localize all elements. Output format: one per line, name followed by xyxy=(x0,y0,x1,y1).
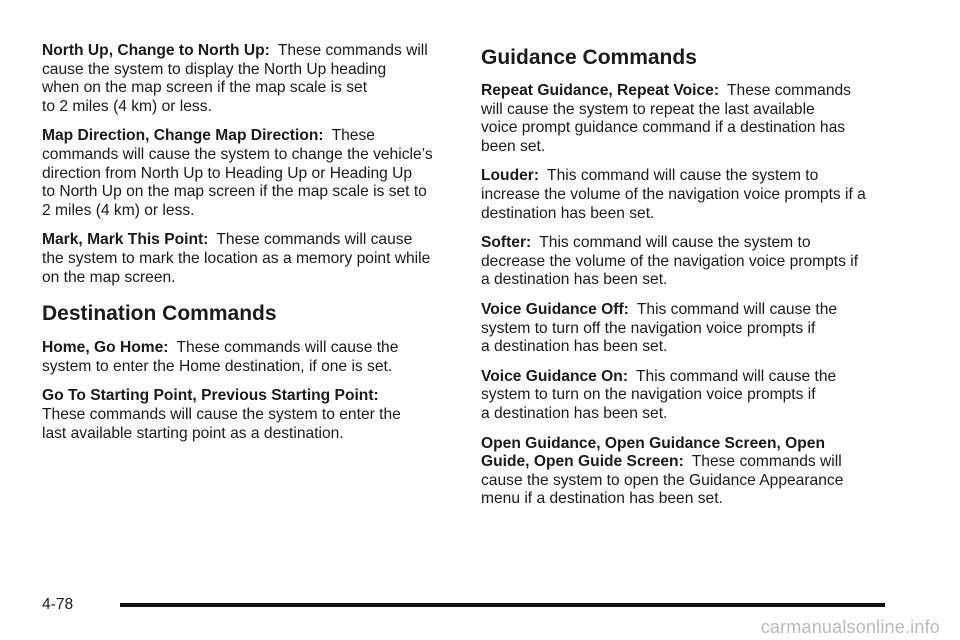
entry-text: These commands will cause the system to mark the location as a memory point while on the map screen. xyxy=(42,231,431,286)
entry-term: North Up, Change to North Up: xyxy=(42,42,270,59)
entry-text: This command will cause the system to decrease the volume of the navigation voice prompts if a destination has been set. xyxy=(481,234,859,289)
entry-text: These commands will cause the system to display the North Up heading when on the map screen if the map scale is set to 2 miles (4 km) or less. xyxy=(42,42,428,115)
entry-term: Voice Guidance Off: xyxy=(481,300,629,318)
entry-term: Home, Go Home: xyxy=(42,339,169,357)
entry-starting-point xyxy=(42,387,454,443)
entry-term: Louder: xyxy=(481,167,540,185)
entry-softer xyxy=(481,234,893,290)
page-number: 4-78 xyxy=(42,596,74,613)
entry-text: This command will cause the system to turn on the navigation voice prompts if a destination has been set. xyxy=(481,367,837,422)
destination-commands-heading: Destination Commands xyxy=(42,302,277,326)
entry-voice-guidance-off xyxy=(481,301,893,357)
entry-north-up xyxy=(42,42,454,116)
entry-text: These commands will cause the system to enter the last available starting point as a destination. xyxy=(42,405,401,442)
entry-term: Mark, Mark This Point: xyxy=(42,231,209,249)
entry-text: These commands will cause the system to enter the Home destination, if one is set. xyxy=(42,339,399,375)
left-column xyxy=(42,42,454,454)
watermark-text: carmanualsonline.info xyxy=(760,617,940,637)
entry-text: These commands will cause the system to repeat the last available voice prompt guidance command if a destination has been set. xyxy=(481,82,851,155)
entry-term: Softer: xyxy=(481,234,532,252)
entry-voice-guidance-on xyxy=(481,368,893,424)
entry-open-guidance xyxy=(481,435,893,509)
entry-louder xyxy=(481,167,893,223)
entry-term: Repeat Guidance, Repeat Voice: xyxy=(481,82,720,99)
entry-term: Go To Starting Point, Previous Starting Point: xyxy=(42,387,379,405)
guidance-commands-heading: Guidance Commands xyxy=(481,46,697,69)
entry-go-home xyxy=(42,339,454,376)
entry-text: This command will cause the system to turn off the navigation voice prompts if a destination has been set. xyxy=(481,300,838,356)
entry-term: Voice Guidance On: xyxy=(481,367,629,385)
footer-rule xyxy=(120,603,885,607)
entry-mark-point xyxy=(42,231,454,287)
entry-text: These commands will cause the system to open the Guidance Appearance menu if a destination has been set. xyxy=(481,453,844,508)
entry-term: Open Guidance, Open Guidance Screen, Open Guide, Open Guide Screen: xyxy=(481,434,826,471)
right-column xyxy=(481,46,893,520)
entry-map-direction xyxy=(42,127,454,220)
entry-term: Map Direction, Change Map Direction: xyxy=(42,127,324,145)
entry-text: These commands will cause the system to change the vehicle’s direction from North Up to Heading Up or Heading Up to North Up on the map screen if the map scale is set to 2 miles (4 km) or less. xyxy=(42,127,433,219)
entry-text: This command will cause the system to increase the volume of the navigation voice prompts if a destination has been set. xyxy=(481,167,866,222)
entry-repeat-guidance xyxy=(481,82,893,156)
